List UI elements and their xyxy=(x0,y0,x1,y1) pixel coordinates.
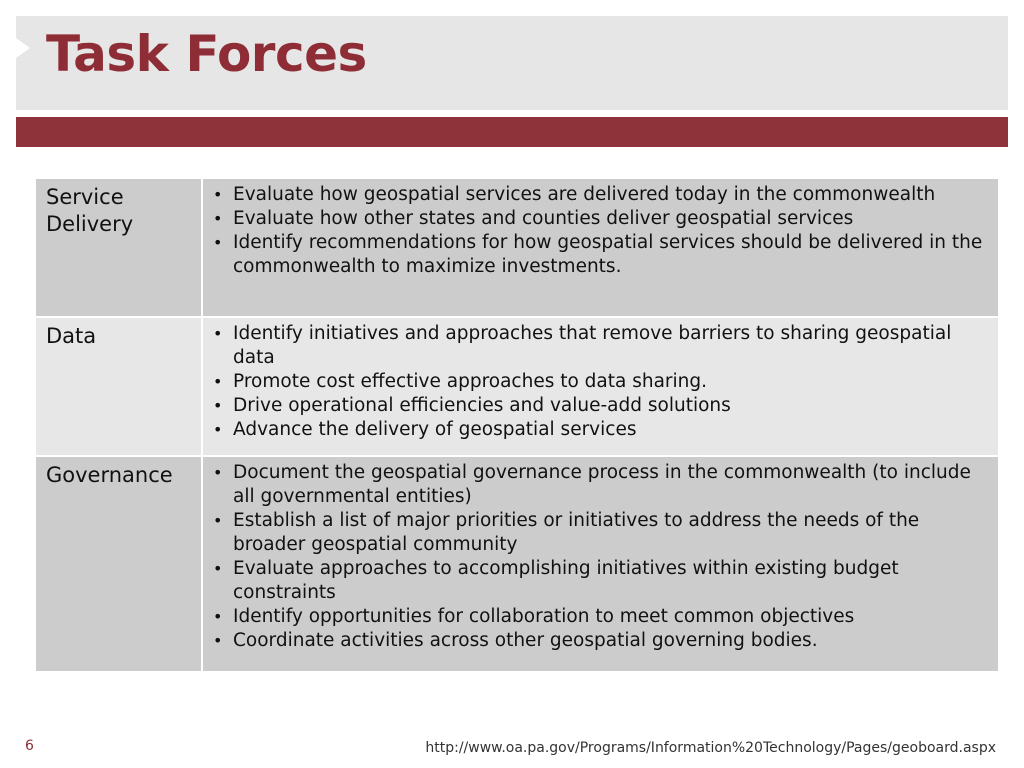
list-item: • Coordinate activities across other geospatial governing bodies. xyxy=(233,629,988,653)
bullet-list xyxy=(203,179,998,316)
slide-title: Task Forces xyxy=(46,25,367,83)
list-item: • Evaluate approaches to accomplishing initiatives within existing budget constraints xyxy=(233,557,988,605)
list-item: • Identify opportunities for collaboration to meet common objectives xyxy=(233,605,988,629)
list-item: • Evaluate how other states and counties deliver geospatial services xyxy=(233,207,988,231)
list-item: • Identify initiatives and approaches that remove barriers to sharing geospatial data xyxy=(233,322,988,370)
table-row-data xyxy=(36,318,998,457)
category-cell: Service Delivery xyxy=(36,179,203,316)
table-row-governance xyxy=(36,457,998,671)
accent-bar xyxy=(16,117,1008,147)
category-cell: Data xyxy=(36,318,203,455)
category-cell: Governance xyxy=(36,457,203,671)
source-url: http://www.oa.pa.gov/Programs/Information%20Technology/Pages/geoboard.aspx xyxy=(425,740,996,756)
title-notch-decoration xyxy=(16,38,30,58)
bullet-list xyxy=(203,457,998,671)
list-item: • Drive operational efficiencies and value-add solutions xyxy=(233,394,988,418)
page-number: 6 xyxy=(25,738,34,754)
task-force-table xyxy=(36,179,998,671)
bullet-list xyxy=(203,318,998,455)
table-row-service-delivery xyxy=(36,179,998,318)
list-item: • Promote cost effective approaches to data sharing. xyxy=(233,370,988,394)
list-item: • Document the geospatial governance process in the commonwealth (to include all governmental entities) xyxy=(233,461,988,509)
list-item: • Advance the delivery of geospatial services xyxy=(233,418,988,442)
list-item: • Evaluate how geospatial services are delivered today in the commonwealth xyxy=(233,183,988,207)
list-item: • Establish a list of major priorities or initiatives to address the needs of the broader geospatial community xyxy=(233,509,988,557)
list-item: • Identify recommendations for how geospatial services should be delivered in the commonwealth to maximize investments. xyxy=(233,231,988,279)
